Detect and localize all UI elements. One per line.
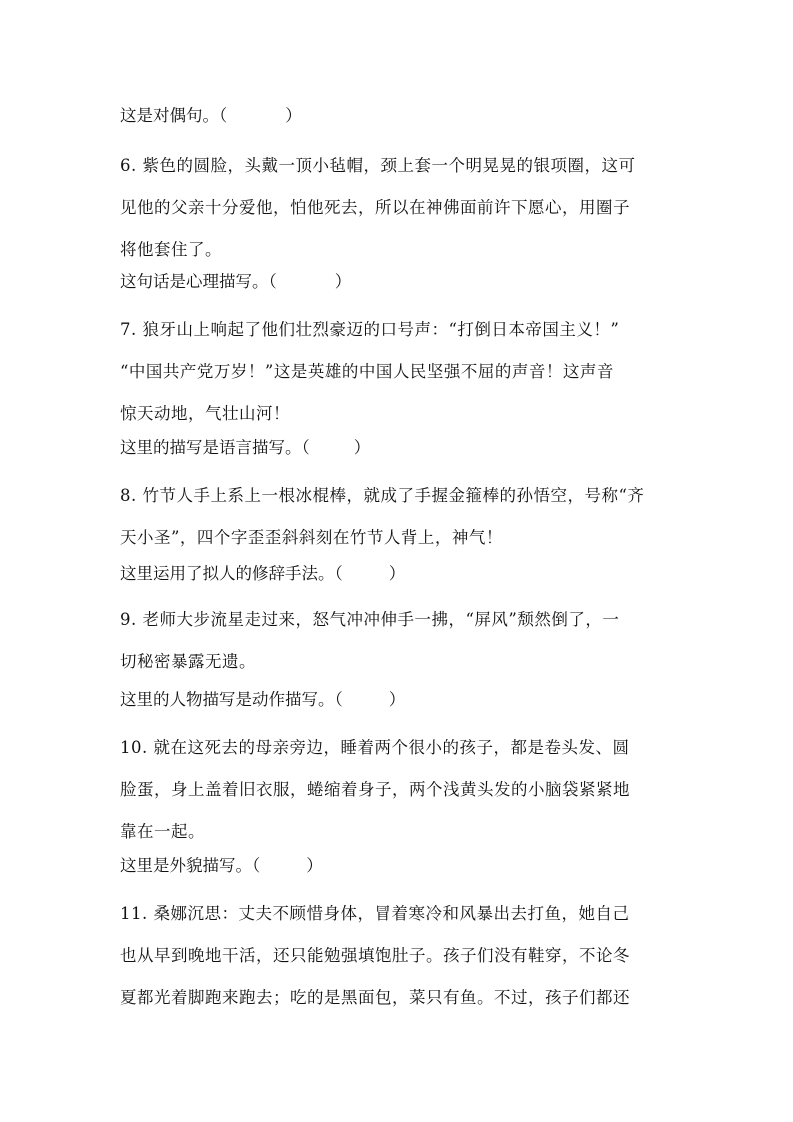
question-line: 切秘密暴露无遗。 [120,652,256,671]
judgment-statement [120,106,680,126]
close-paren: ） [285,106,302,125]
question-line: “中国共产党万岁！”这是英雄的中国人民坚强不屈的声音！这声音 [120,362,614,381]
statement-text: 这里是外貌描写。（ [120,856,261,875]
judgment-statement [120,856,680,876]
question-line: 9. 老师大步流星走过来，怒气冲冲伸手一拂，“屏风”颓然倒了，一 [120,610,620,629]
judgment-statement [120,438,680,458]
close-paren: ） [353,438,371,457]
question-line: 夏都光着脚跑来跑去；吃的是黑面包，菜只有鱼。不过，孩子们都还 [120,988,630,1007]
close-paren: ） [388,690,406,709]
close-paren: ） [334,272,352,291]
judgment-statement [120,564,680,584]
question-line: 6. 紫色的圆脸，头戴一顶小毡帽，颈上套一个明晃晃的银项圈，这可 [120,156,636,175]
question-line: 也从早到晚地干活，还只能勉强填饱肚子。孩子们没有鞋穿，不论冬 [120,946,630,965]
judgment-statement [120,272,680,292]
statement-text: 这是对偶句。（ [120,106,228,125]
statement-text: 这里的描写是语言描写。（ [120,438,310,457]
question-line: 见他的父亲十分爱他，怕他死去，所以在神佛面前许下愿心，用圈子 [120,198,630,217]
question-line: 靠在一起。 [120,822,205,841]
question-line: 惊天动地，气壮山河！ [120,404,290,423]
question-line: 将他套住了。 [120,240,222,259]
question-line: 10. 就在这死去的母亲旁边，睡着两个很小的孩子，都是卷头发、圆 [120,738,630,757]
question-line: 7. 狼牙山上响起了他们壮烈豪迈的口号声：“打倒日本帝国主义！” [120,320,620,339]
close-paren: ） [306,856,323,875]
statement-text: 这句话是心理描写。（ [120,272,277,291]
question-line: 11. 桑娜沉思：丈夫不顾惜身体，冒着寒冷和风暴出去打鱼，她自己 [120,904,630,923]
question-line: 脸蛋，身上盖着旧衣服，蜷缩着身子，两个浅黄头发的小脑袋紧紧地 [120,780,630,799]
statement-text: 这里运用了拟人的修辞手法。（ [120,564,343,583]
statement-text: 这里的人物描写是动作描写。（ [120,690,343,709]
close-paren: ） [388,564,406,583]
question-line: 天小圣”，四个字歪歪斜斜刻在竹节人背上，神气！ [120,528,503,547]
judgment-statement [120,690,680,710]
question-line: 8. 竹节人手上系上一根冰棍棒，就成了手握金箍棒的孙悟空，号称“齐 [120,486,645,505]
